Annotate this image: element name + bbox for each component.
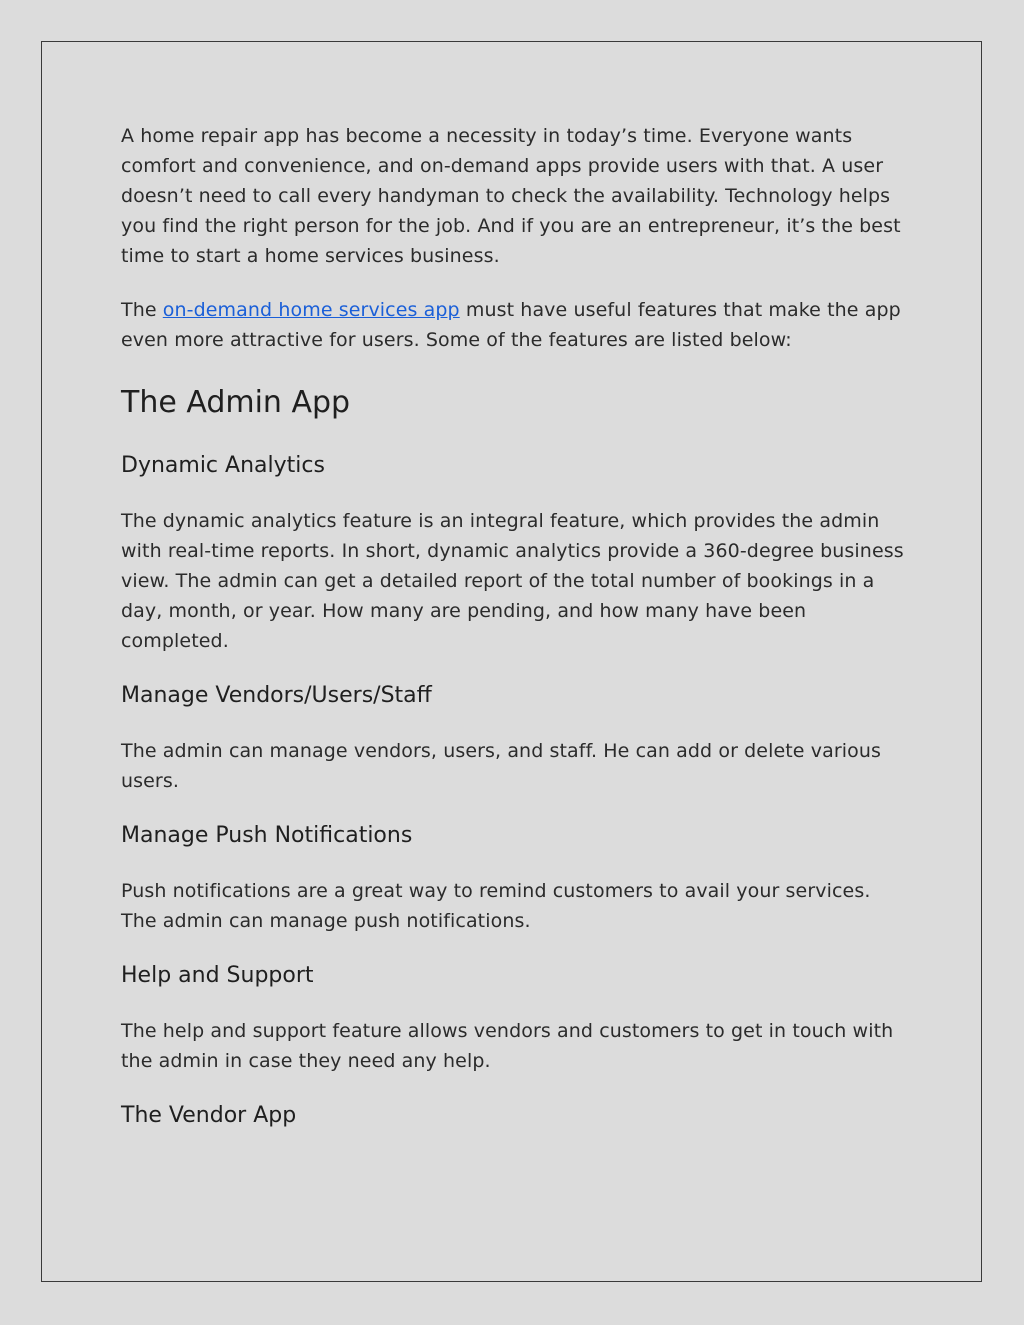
features-intro-prefix: The [121, 299, 163, 321]
page-frame [41, 41, 982, 1282]
push-notifications-paragraph: Push notifications are a great way to remind customers to avail your services. The admin can manage push notifications. [121, 880, 871, 932]
manage-vendors-heading: Manage Vendors/Users/Staff [121, 683, 432, 708]
admin-app-heading: The Admin App [121, 385, 351, 420]
help-support-paragraph: The help and support feature allows vendors and customers to get in touch with the admin in case they need any help. [121, 1020, 894, 1072]
intro-paragraph: A home repair app has become a necessity in today’s time. Everyone wants comfort and convenience, and on-demand apps provide users with that. A user doesn’t need to call every handyman to check the availability. Technology helps you find the right person for the job. And if you are an entrepreneur, it’s the best time to start a home services business. [121, 125, 901, 267]
vendor-app-heading: The Vendor App [121, 1103, 297, 1128]
home-services-app-link[interactable]: on-demand home services app [162, 299, 460, 321]
manage-vendors-paragraph: The admin can manage vendors, users, and staff. He can add or delete various users. [121, 740, 881, 792]
features-intro-paragraph [121, 295, 911, 355]
document-content [121, 121, 911, 1131]
dynamic-analytics-heading: Dynamic Analytics [121, 453, 325, 478]
help-support-heading: Help and Support [121, 963, 314, 988]
push-notifications-heading: Manage Push Notifications [121, 823, 413, 848]
features-intro-suffix: must have useful features that make the app even more attractive for users. Some of the features are listed below: [121, 299, 901, 351]
dynamic-analytics-paragraph: The dynamic analytics feature is an integral feature, which provides the admin with real-time reports. In short, dynamic analytics provide a 360-degree business view. The admin can get a detailed report of the total number of bookings in a day, month, or year. How many are pending, and how many have been completed. [121, 510, 904, 652]
